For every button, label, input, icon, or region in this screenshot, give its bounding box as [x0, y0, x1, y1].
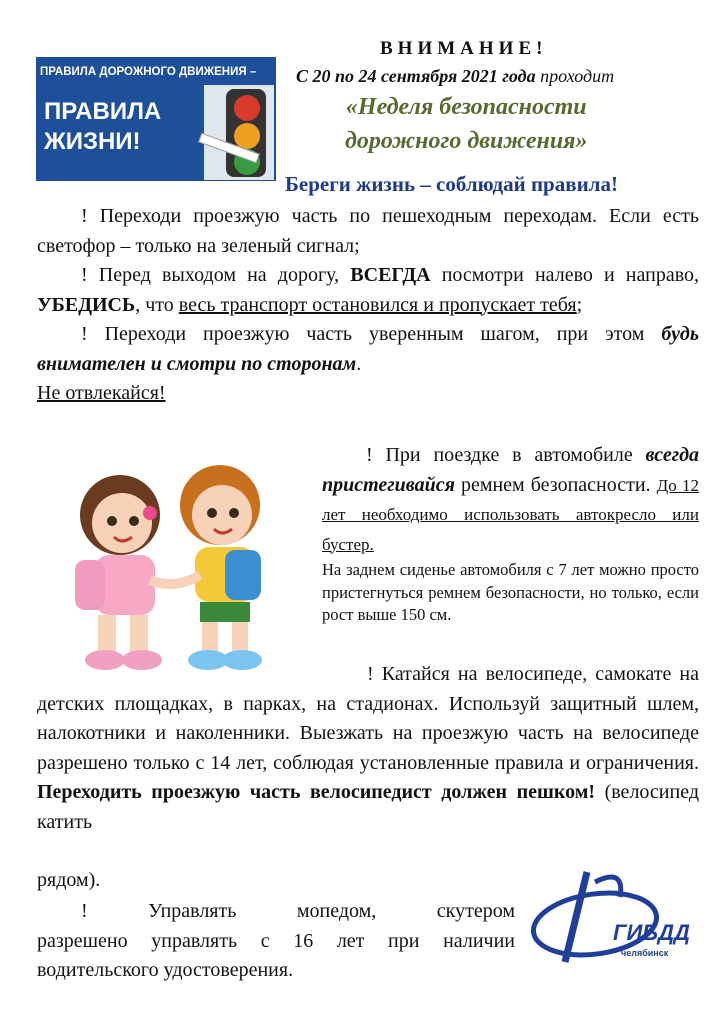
logo-city: челябинск: [621, 948, 669, 958]
rule-5-bold: Переходить проезжую часть велосипедист должен пешком!: [37, 781, 596, 803]
title-line2: дорожного движения»: [345, 128, 588, 154]
title-line1: «Неделя безопасности: [345, 94, 587, 120]
rule-4-buckle: всегда пристегивайся: [322, 444, 699, 496]
road-rules-banner: [36, 57, 276, 181]
rule-2-e: , что: [135, 293, 179, 316]
rule-2-always: ВСЕГДА: [350, 264, 431, 286]
rule-4: [322, 441, 699, 627]
rules-block-top: [37, 202, 699, 409]
rule-2-g: ;: [576, 293, 583, 316]
children-illustration: [50, 465, 305, 685]
rule-6-b: разрешено управлять с 16 лет при наличии водительского удостоверения.: [37, 929, 515, 981]
rule-3-a: ! Переходи проезжую часть уверенным шагом, при этом: [81, 323, 662, 345]
rule-5-a: ! Катайся на велосипеде, самокате на детских площадках, в парках, на стадионах. Используй защитный шлем, налокотники и наколенники. Выезжать на проезжую часть на велосипеде разрешено только с 14 лет, соблюдая установленные правила и ограничения.: [37, 663, 699, 774]
date-rest: проходит: [535, 66, 615, 86]
rule-4-c: ремнем безопасности.: [454, 473, 657, 496]
rule-3: [37, 320, 699, 379]
rule-2-a: ! Перед выходом на дорогу,: [81, 264, 351, 286]
banner-main-text: [44, 97, 161, 157]
rule-3-c: .: [356, 352, 362, 375]
slogan: Береги жизнь – соблюдай правила!: [285, 172, 618, 196]
rule-2-make-sure: УБЕДИСЬ: [37, 293, 136, 316]
rule-5-text: [37, 660, 699, 837]
date-bold: С 20 по 24 сентября 2021 года: [296, 66, 536, 86]
rule-2-c: посмотри налево и направо,: [430, 264, 699, 286]
rule-5: [37, 660, 699, 837]
rule-5-c: (велосипед катить: [37, 781, 699, 833]
gibdd-logo: [525, 862, 695, 972]
gibdd-emblem-icon: [525, 862, 695, 972]
rule-4-note: На заднем сиденье автомобиля с 7 лет можно просто пристегнуться ремнем безопасности, но только, если рост выше 150 см.: [322, 560, 699, 624]
week-title: [345, 90, 588, 158]
rule-4-main: [322, 441, 699, 559]
rule-3-dont-distract: Не отвлекайся!: [37, 382, 166, 404]
date-line: [296, 66, 614, 87]
rule-6: [37, 897, 515, 986]
rule-4-a: ! При поездке в автомобиле: [366, 444, 646, 466]
banner-line1: ПРАВИЛА: [44, 98, 162, 125]
banner-top-text: ПРАВИЛА ДОРОЖНОГО ДВИЖЕНИЯ –: [40, 66, 257, 78]
rule-4-underlined: До 12 лет необходимо использовать автокресло или бустер.: [322, 475, 699, 554]
rule-2: [37, 261, 699, 320]
logo-brand: ГИБДД: [613, 920, 690, 945]
children-icon: [50, 465, 305, 685]
rule-3-emphasis: будь внимателен и смотри по сторонам: [37, 323, 699, 375]
banner-line2: ЖИЗНИ!: [44, 128, 141, 155]
traffic-light-icon: [204, 85, 274, 180]
rule-2-underlined: весь транспорт остановился и пропускает тебя: [178, 293, 577, 316]
attention-heading: ВНИМАНИЕ!: [380, 38, 548, 59]
rule-1: ! Переходи проезжую часть по пешеходным переходам. Если есть светофор – только на зеленый сигнал;: [37, 205, 699, 257]
rule-6-a: ! Управлять мопедом, скутером: [81, 900, 515, 922]
rule-5-end: рядом).: [37, 869, 101, 891]
